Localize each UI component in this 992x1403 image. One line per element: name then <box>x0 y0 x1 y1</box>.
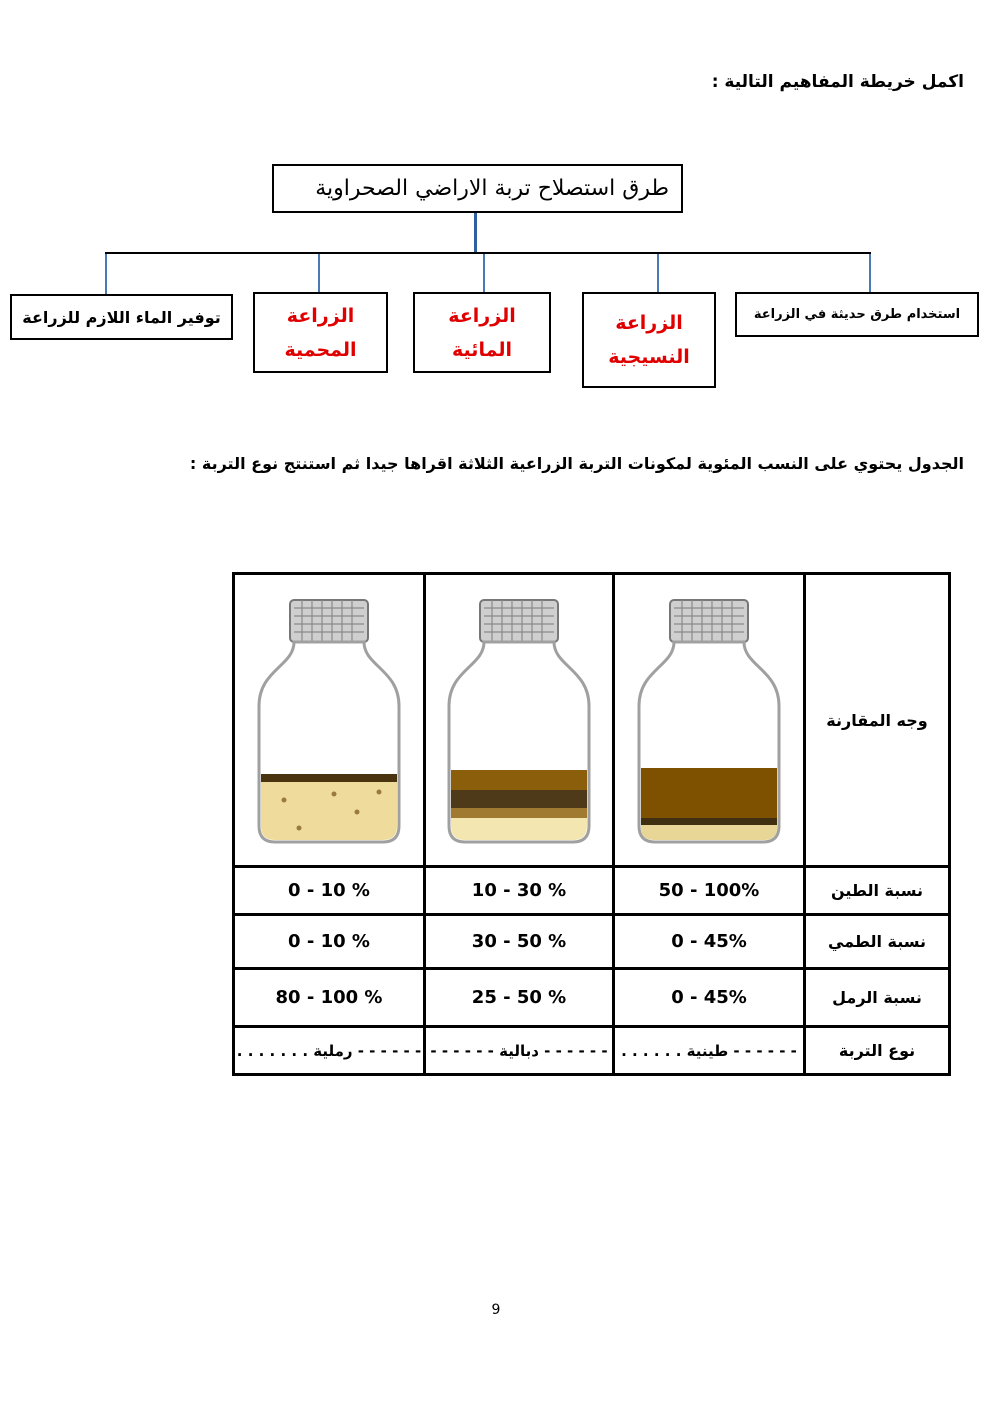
sand-soil-type: - - - - - - رملية . . . . . . . <box>234 1027 425 1075</box>
branch-label: توفير الماء اللازم للزراعة <box>22 307 221 327</box>
humus-jar-cell <box>425 574 614 867</box>
clay-silt-pct: 0 - 45% <box>614 915 805 969</box>
sand-jar-cell <box>234 574 425 867</box>
clay-jar-icon <box>619 588 799 848</box>
root-label: طرق استصلاح تربة الاراضي الصحراوية <box>315 176 669 201</box>
row-label-clay: نسبة الطين <box>805 867 950 915</box>
humus-soil-type: - - - - - - دبالية - - - - - - <box>425 1027 614 1075</box>
branch-box-modern-methods <box>735 292 979 337</box>
branch-box-hydroponics <box>413 292 551 373</box>
branch-label-line1: الزراعة <box>615 312 683 334</box>
sand-jar-icon <box>239 588 419 848</box>
clay-clay-pct: 50 - 100% <box>614 867 805 915</box>
humus-silt-pct: 30 - 50 % <box>425 915 614 969</box>
humus-clay-pct: 10 - 30 % <box>425 867 614 915</box>
branch-label-line2: المائية <box>452 338 512 361</box>
row-label-soil-type: نوع التربة <box>805 1027 950 1075</box>
branch-box-greenhouse <box>253 292 388 373</box>
branch-label: استخدام طرق حديثة في الزراعة <box>753 307 961 322</box>
branch-connector <box>657 254 659 292</box>
page-number: 9 <box>491 1302 501 1318</box>
clay-sand-pct: 0 - 45% <box>614 969 805 1027</box>
branch-connector <box>869 254 871 292</box>
branch-connector <box>318 254 320 292</box>
branch-label-line1: الزراعة <box>286 304 355 327</box>
row-label-silt: نسبة الطمي <box>805 915 950 969</box>
branch-label-line2: المحمية <box>284 338 357 361</box>
sand-clay-pct: 0 - 10 % <box>234 867 425 915</box>
sand-sand-pct: 80 - 100 % <box>234 969 425 1027</box>
branch-label-line2: النسيجية <box>608 346 690 368</box>
branch-label-line1: الزراعة <box>448 304 516 327</box>
branch-connector <box>483 254 485 292</box>
sand-silt-pct: 0 - 10 % <box>234 915 425 969</box>
branch-box-tissue-culture <box>582 292 716 388</box>
comparison-header: وجه المقارنة <box>805 574 950 867</box>
humus-jar-icon <box>429 588 609 848</box>
clay-soil-type: - - - - - - طينية . . . . . . <box>614 1027 805 1075</box>
soil-comparison-table <box>232 572 951 1076</box>
clay-jar-cell <box>614 574 805 867</box>
branch-box-water-supply <box>10 294 233 340</box>
branch-connector <box>105 254 107 294</box>
soil-table-question: الجدول يحتوي على النسب المئوية لمكونات التربة الزراعية الثلاثة اقراها جيدا ثم استنتج نوع التربة : <box>189 454 964 473</box>
root-connector <box>474 213 477 253</box>
row-label-sand: نسبة الرمل <box>805 969 950 1027</box>
concept-map-question: اكمل خريطة المفاهيم التالية : <box>711 72 964 92</box>
concept-map-root <box>272 164 683 213</box>
humus-sand-pct: 25 - 50 % <box>425 969 614 1027</box>
branch-line <box>105 252 871 254</box>
